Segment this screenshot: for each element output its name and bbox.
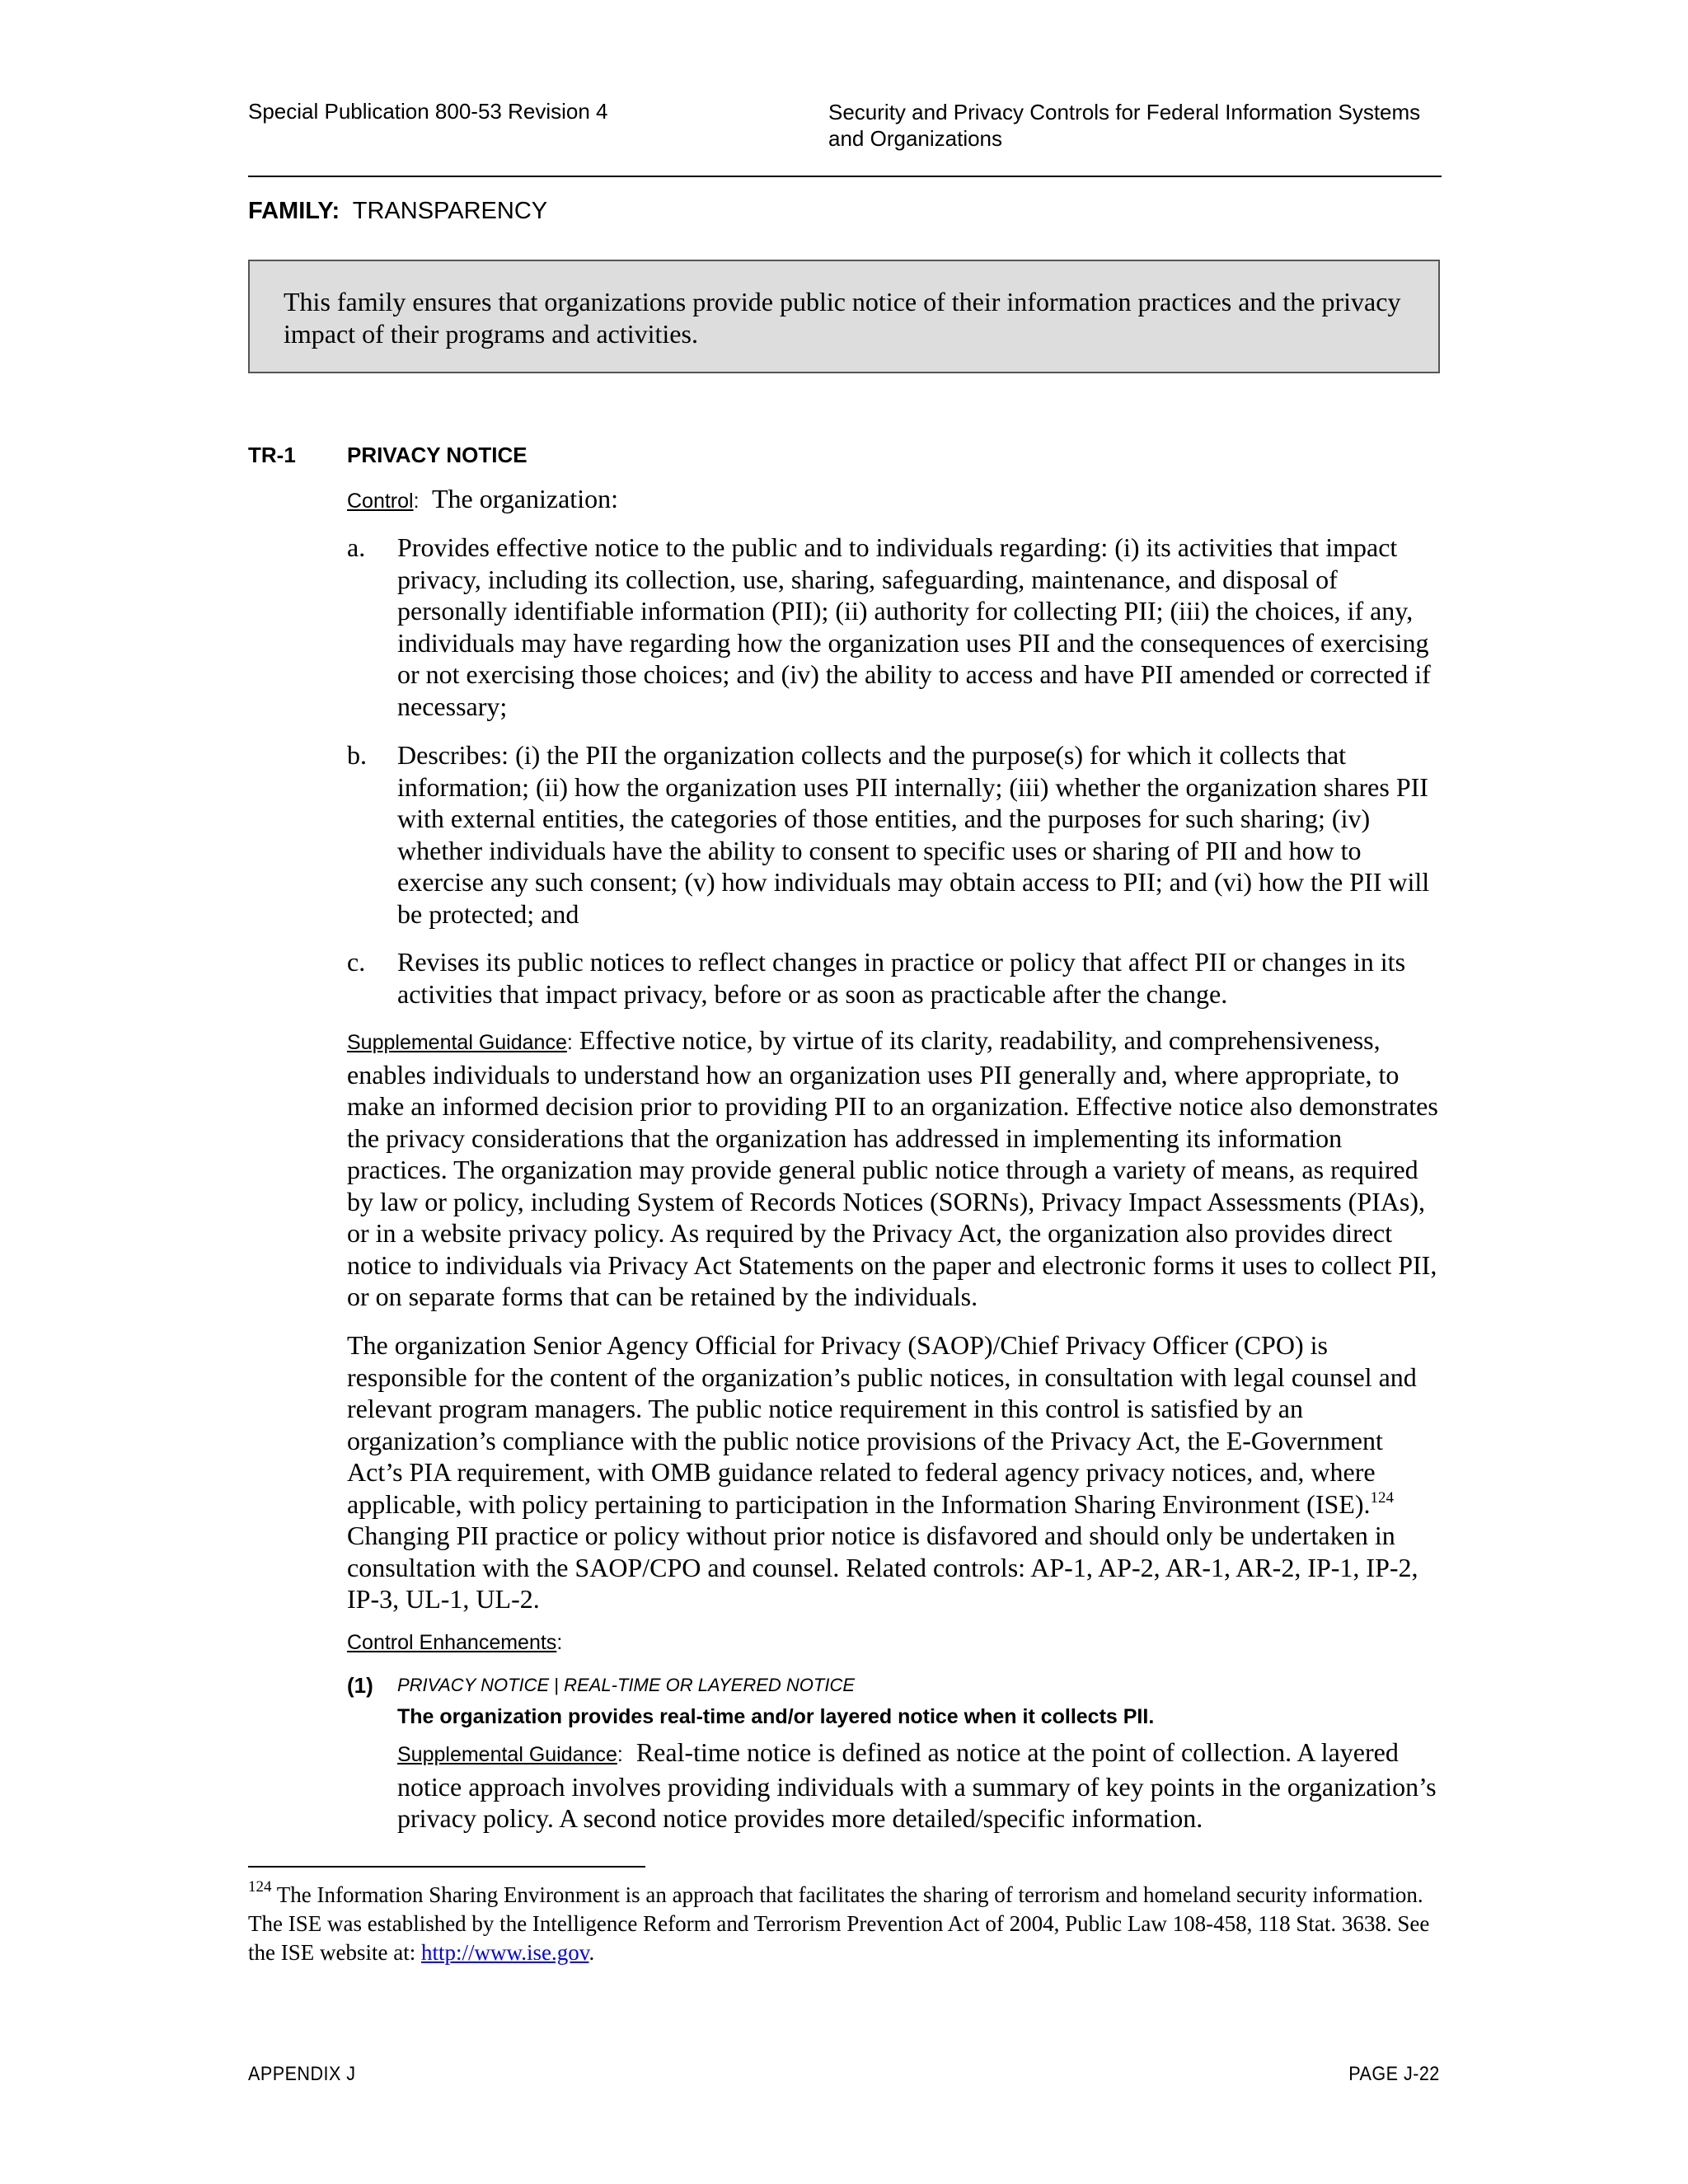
supplemental-p2-text: The organization Senior Agency Official for Privacy (SAOP)/Chief Privacy Officer (CPO) is responsible for the content of the organization’s public notices, in consultation with legal counsel and relevant program managers. The public notice requirement in this control is satisfied by an organization’s compliance with the public notice provisions of the Privacy Act, the E-Government Act’s PIA requirement, with OMB guidance related to federal agency privacy notices, and, where applicable, with policy pertaining to participation in the Information Sharing Environment (ISE). [347,1330,1417,1519]
item-text: Revises its public notices to reflect changes in practice or policy that affect PII or changes in its activities that impact privacy, before or as soon as practicable after the change. [397,947,1406,1009]
enhancement-title-control: PRIVACY NOTICE [397,1675,550,1695]
enhancement-supplemental-label: Supplemental Guidance [397,1743,617,1766]
ise-website-link[interactable]: http://www.ise.gov [420,1940,589,1965]
enhancement-title [397,1675,855,1696]
family-name: TRANSPARENCY [352,198,548,224]
supplemental-paragraph-2 [347,1329,1443,1615]
footnote-end: . [588,1940,595,1965]
enhancement-title-name: REAL-TIME OR LAYERED NOTICE [564,1675,856,1695]
control-title: PRIVACY NOTICE [347,443,528,467]
enhancement-statement: The organization provides real-time and/or layered notice when it collects PII. [397,1705,1155,1728]
item-marker: b. [347,740,367,770]
item-marker: c. [347,947,366,977]
footnote-number: 124 [248,1878,272,1896]
enhancement-number: (1) [347,1673,373,1698]
enhancement-supplemental-guidance: Supplemental Guidance: Real-time notice is defined as notice at the point of collection. A layered notice approach involves providing individuals with a summary of key points in the organization’s privacy policy. A second notice provides more detailed/specific information. [397,1737,1437,1833]
header-title [828,99,1455,152]
footer-page-number: PAGE J-22 [1348,2063,1440,2085]
item-text: Provides effective notice to the public and to individuals regarding: (i) its activities that impact privacy, including its collection, use, sharing, safeguarding, maintenance, and disposal of personally identifiable information (PII); (ii) authority for collecting PII; (iii) the choices, if any, individuals may have regarding how the organization uses PII and the consequences of exercising or not exercising those choices; and (iv) the ability to access and have PII amended or corrected if necessary; [397,532,1431,721]
family-description: This family ensures that organizations provide public notice of their information practices and the privacy impact of their programs and activities. [284,287,1401,349]
control-statement: Control: The organization: [347,484,618,513]
supplemental-p2-continued: Changing PII practice or policy without prior notice is disfavored and should only be undertaken in consultation with the SAOP/CPO and counsel. Related controls: AP-1, AP-2, AR-1, AR-2, IP-1, IP-2, IP-3, UL-1, UL-2. [347,1521,1418,1614]
control-intro: The organization: [431,484,618,513]
footnote [248,1878,1443,1967]
item-text: Describes: (i) the PII the organization collects and the purpose(s) for which it collects that information; (ii) how the organization uses PII internally; (iii) whether the organization shares PII with external entities, the categories of those entities, and the purposes for such sharing; (iv) whether individuals have the ability to consent to specific uses or sharing of PII and how to exercise any such consent; (v) how individuals may obtain access to PII; and (vi) how the PII will be protected; and [397,740,1430,929]
footnote-divider [248,1866,645,1868]
supplemental-guidance: Supplemental Guidance: Effective notice, by virtue of its clarity, readability, and comprehensiveness, enables individuals to understand how an organization uses PII generally and, where appropriate, to make an informed decision prior to providing PII to an organization. Effective notice also demonstrates the privacy considerations that the organization has addressed in implementing its information practices. The organization may provide general public notice through a variety of means, as required by law or policy, including System of Records Notices (SORNs), Privacy Impact Assessments (PIAs), or in a website privacy policy. As required by the Privacy Act, the organization also provides direct notice to individuals via Privacy Act Statements on the paper and electronic forms it uses to collect PII, or on separate forms that can be retained by the individuals. [347,1025,1438,1311]
item-marker: a. [347,532,366,562]
control-id: TR-1 [248,443,296,467]
header-title-line-2: and Organizations [828,126,1003,151]
header-publication: Special Publication 800-53 Revision 4 [248,99,608,124]
footer-appendix: APPENDIX J [248,2063,356,2085]
enhancement-title-separator: | [549,1675,565,1695]
header-divider [248,176,1442,177]
family-heading [248,198,547,225]
family-label: FAMILY: [248,198,340,224]
control-enhancements-heading: Control Enhancements: [347,1631,563,1654]
supplemental-paragraph-1: Effective notice, by virtue of its clarity, readability, and comprehensiveness, enables individuals to understand how an organization uses PII generally and, where appropriate, to make an informed decision prior to providing PII to an organization. Effective notice also demonstrates the privacy considerations that the organization has addressed in implementing its information practices. The organization may provide general public notice through a variety of means, as required by law or policy, including System of Records Notices (SORNs), Privacy Impact Assessments (PIAs), or in a website privacy policy. As required by the Privacy Act, the organization also provides direct notice to individuals via Privacy Act Statements on the paper and electronic forms it uses to collect PII, or on separate forms that can be retained by the individuals. [347,1025,1438,1311]
family-description-box [248,260,1440,373]
footnote-text: The Information Sharing Environment is an approach that facilitates the sharing of terrorism and homeland security information. The ISE was established by the Intelligence Reform and Terrorism Prevention Act of 2004, Public Law 108-458, 118 Stat. 3638. See the ISE website at: [248,1882,1430,1965]
supplemental-label: Supplemental Guidance [347,1031,567,1054]
enhancement-supplemental-text: Real-time notice is defined as notice at the point of collection. A layered notice approach involves providing individuals with a summary of key points in the organization’s privacy policy. A second notice provides more detailed/specific information. [397,1737,1437,1833]
footnote-reference[interactable]: 124 [1370,1488,1394,1507]
enhancements-label: Control Enhancements [347,1631,557,1654]
header-title-line-1: Security and Privacy Controls for Federal Information Systems [828,100,1421,124]
control-label: Control [347,490,414,513]
